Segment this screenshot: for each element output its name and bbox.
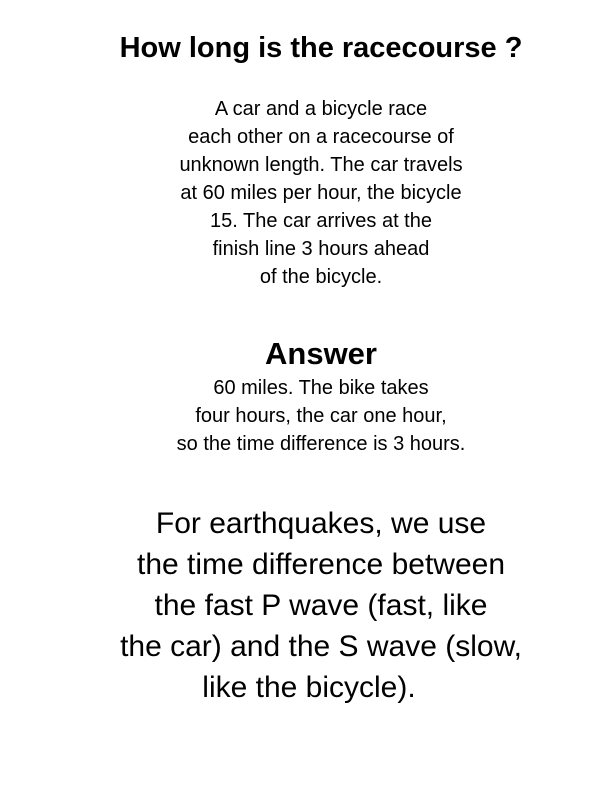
conclusion-line: the car) and the S wave (slow, [120,630,522,663]
problem-line: at 60 miles per hour, the bicycle [180,182,462,204]
problem-line: each other on a racecourse of [188,126,454,148]
conclusion-line: the time difference between [136,548,505,581]
conclusion-line: For earthquakes, we use [155,507,487,540]
answer-heading: Answer [265,336,377,371]
problem-line: 15. The car arrives at the [210,210,432,232]
problem-line: of the bicycle. [259,266,383,288]
answer-line: so the time difference is 3 hours. [176,433,466,455]
problem-line: A car and a bicycle race [214,98,428,120]
answer-line: 60 miles. The bike takes [213,377,429,399]
conclusion-line: the fast P wave (fast, like [154,589,488,622]
page-title: How long is the racecourse ? [119,32,523,64]
answer-line: four hours, the car one hour, [195,405,447,427]
problem-line: finish line 3 hours ahead [212,238,430,260]
conclusion-line: like the bicycle). [202,671,416,704]
problem-line: unknown length. The car travels [179,154,463,176]
